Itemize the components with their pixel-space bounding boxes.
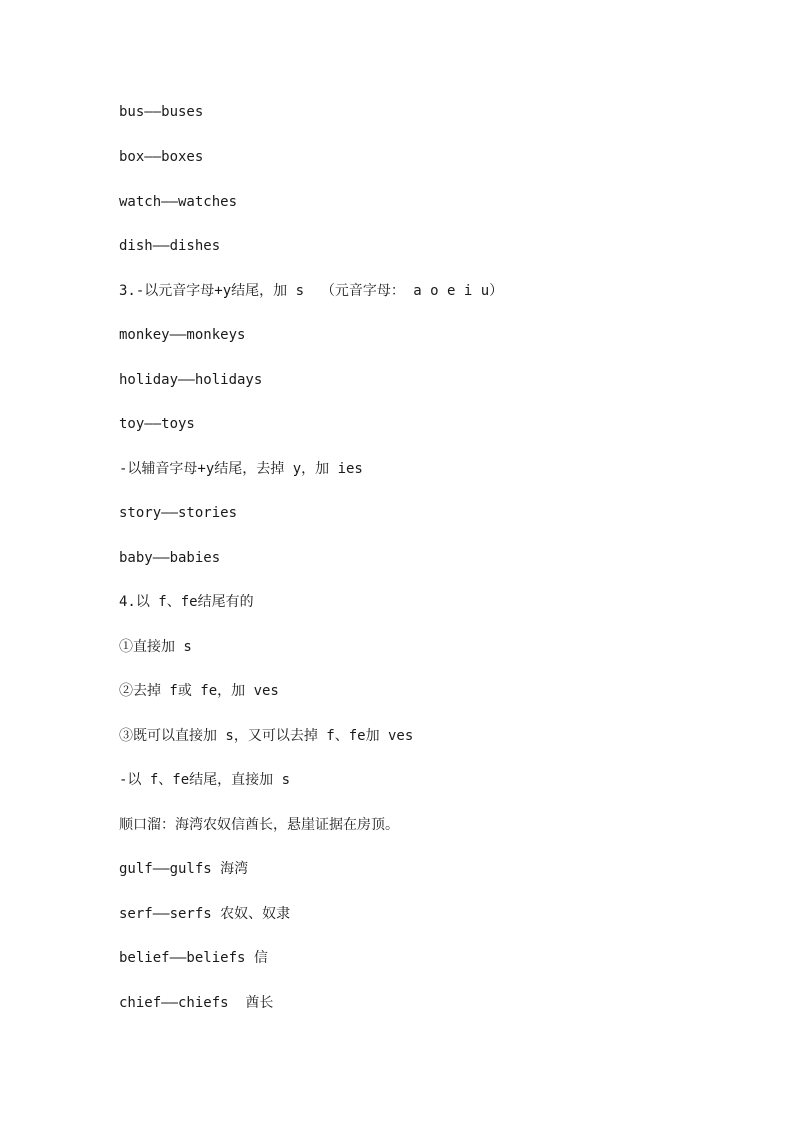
rule-line: ③既可以直接加 s，又可以去掉 f、fe加 ves	[119, 728, 414, 744]
section-heading: 3.-以元音字母+y结尾，加 s （元音字母： a o e i u）	[119, 283, 504, 299]
text-line: bus——buses	[119, 104, 204, 120]
section-heading: 4.以 f、fe结尾有的	[119, 594, 254, 610]
text-line: belief——beliefs 信	[119, 950, 268, 966]
text-line: dish——dishes	[119, 238, 221, 254]
rule-line: ②去掉 f或 fe，加 ves	[119, 683, 279, 699]
text-line: story——stories	[119, 505, 238, 521]
text-line: holiday——holidays	[119, 372, 263, 388]
rule-line: ①直接加 s	[119, 639, 192, 655]
mnemonic-line: 顺口溜：海湾农奴信酋长，悬崖证据在房顶。	[119, 817, 399, 833]
text-line: watch——watches	[119, 194, 238, 210]
rule-line: -以辅音字母+y结尾，去掉 y，加 ies	[119, 461, 363, 477]
text-line: gulf——gulfs 海湾	[119, 861, 249, 877]
text-line: monkey——monkeys	[119, 327, 246, 343]
rule-line: -以 f、fe结尾，直接加 s	[119, 772, 291, 788]
text-line: toy——toys	[119, 416, 195, 432]
text-line: chief——chiefs 酋长	[119, 995, 274, 1011]
text-line: baby——babies	[119, 550, 221, 566]
text-line: box——boxes	[119, 149, 204, 165]
text-line: serf——serfs 农奴、奴隶	[119, 906, 291, 922]
